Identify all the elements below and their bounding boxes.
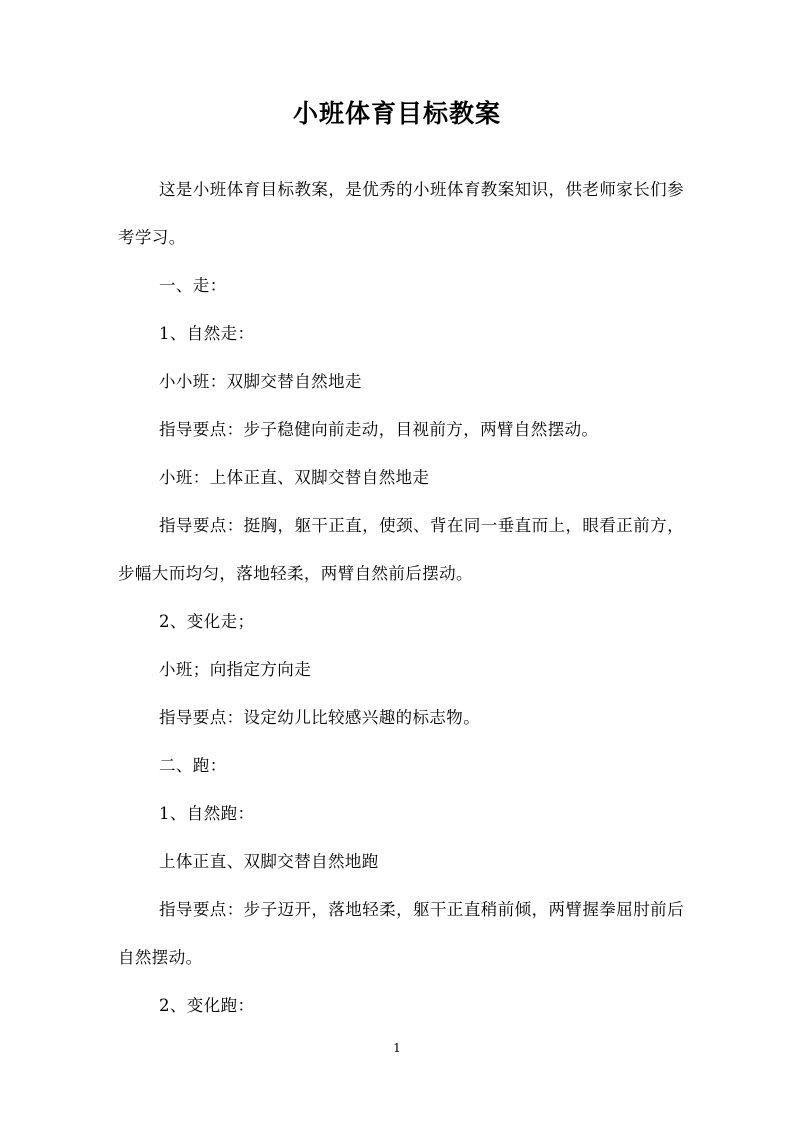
paragraph-small-class-walk: 小班：上体正直、双脚交替自然地走: [159, 468, 430, 487]
paragraph-guidance: 指导要点：挺胸，躯干正直，使颈、背在同一垂直而上，眼看正前方，步幅大而均匀，落地轻柔，两臂自然前后摆动。: [118, 516, 684, 583]
subheading-natural-walk: 1、自然走：: [159, 324, 255, 343]
subheading-natural-run: 1、自然跑：: [159, 804, 255, 823]
document-title: 小班体育目标教案: [292, 99, 501, 128]
subheading-varied-run: 2、变化跑：: [159, 996, 255, 1015]
heading-walk: 一、走：: [159, 276, 227, 295]
heading-run: 二、跑：: [159, 756, 227, 775]
paragraph-toddler-walk: 小小班：双脚交替自然地走: [159, 372, 362, 391]
paragraph-intro: 这是小班体育目标教案，是优秀的小班体育教案知识，供老师家长们参考学习。: [118, 180, 684, 247]
paragraph-natural-run: 上体正直、双脚交替自然地跑: [159, 852, 379, 871]
paragraph-directed-walk: 小班；向指定方向走: [159, 660, 312, 679]
document-body: [118, 166, 684, 1030]
page-number: 1: [393, 1041, 401, 1055]
paragraph-guidance: 指导要点：设定幼儿比较感兴趣的标志物。: [159, 708, 481, 727]
paragraph-guidance: 指导要点：步子稳健向前走动，目视前方，两臂自然摆动。: [159, 420, 599, 439]
paragraph-guidance: 指导要点：步子迈开，落地轻柔，躯干正直稍前倾，两臂握拳屈肘前后自然摆动。: [118, 900, 684, 967]
subheading-varied-walk: 2、变化走；: [159, 612, 255, 631]
